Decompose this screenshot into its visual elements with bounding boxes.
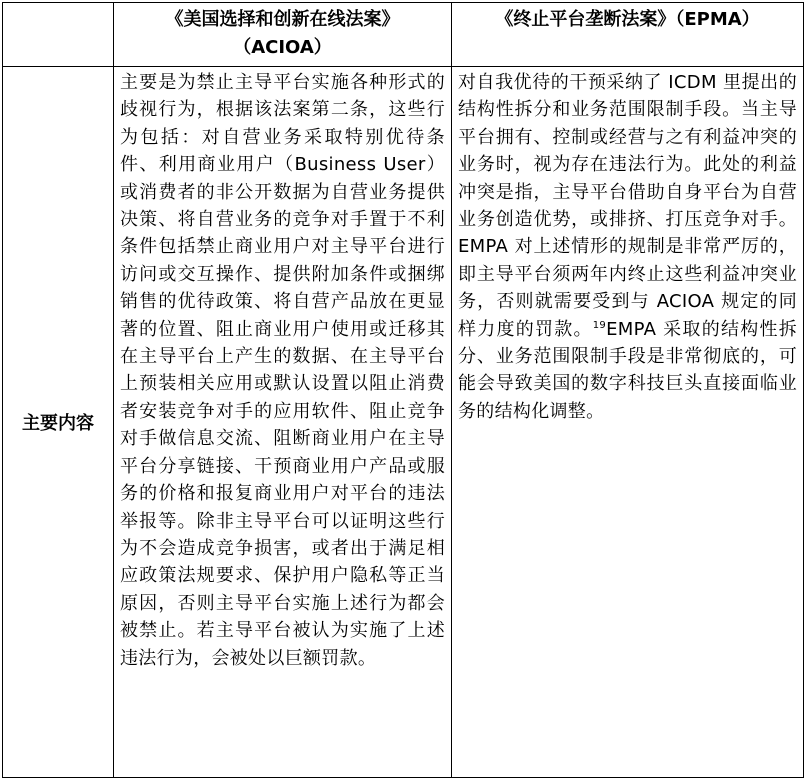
row-label-cell [3,67,114,778]
row-label: 主要内容 [22,413,94,434]
acioa-title-line1: 《美国选择和创新在线法案》 [165,9,400,30]
epma-content-text-2: EMPA 采取的结构性拆分、业务范围限制手段是非常彻底的，可能会导致美国的数字科技巨头直接面临业务的结构化调整。 [458,318,797,422]
epma-title: 《终止平台垄断法案》（EPMA） [495,9,760,30]
epma-header-cell [452,3,804,67]
corner-cell [3,3,114,67]
header-row [3,3,804,67]
content-row [3,67,804,778]
comparison-table [2,2,804,778]
acioa-content-text: 主要是为禁止主导平台实施各种形式的歧视行为，根据该法案第二条，这些行为包括：对自营业务采取特别优待条件、利用商业用户（Business User）或消费者的非公开数据为自营业务提供决策、将自营业务的竞争对手置于不利条件包括禁止商业用户对主导平台进行访问或交互操作、提供附加条件或捆绑销售的优待政策、将自营产品放在更显著的位置、阻止商业用户使用或迁移其在主导平台上产生的数据、在主导平台上预装相关应用或默认设置以阻止消费者安装竞争对手的应用软件、阻止竞争对手做信息交流、阻断商业用户在主导平台分享链接、干预商业用户产品或服务的价格和报复商业用户对平台的违法举报等。除非主导平台可以证明这些行为不会造成竞争损害，或者出于满足相应政策法规要求、保护用户隐私等正当原因，否则主导平台实施上述行为都会被禁止。若主导平台被认为实施了上述违法行为，会被处以巨额罚款。 [120,72,445,669]
footnote-marker[interactable]: 19 [592,319,607,331]
epma-content-cell [452,67,804,778]
epma-content-text-1: 对自我优待的干预采纳了 ICDM 里提出的结构性拆分和业务范围限制手段。当主导平台拥有、控制或经营与之有利益冲突的业务时，视为存在违法行为。此处的利益冲突是指，主导平台借助自身平台为自营业务创造优势，或排挤、打压竞争对手。EMPA 对上述情形的规制是非常严厉的，即主导平台须两年内终止这些利益冲突业务，否则就需要受到与 ACIOA 规定的同样力度的罚款。 [458,72,797,340]
acioa-title-line2: （ACIOA） [233,37,332,58]
acioa-header-cell [114,3,452,67]
acioa-content-cell [114,67,452,778]
